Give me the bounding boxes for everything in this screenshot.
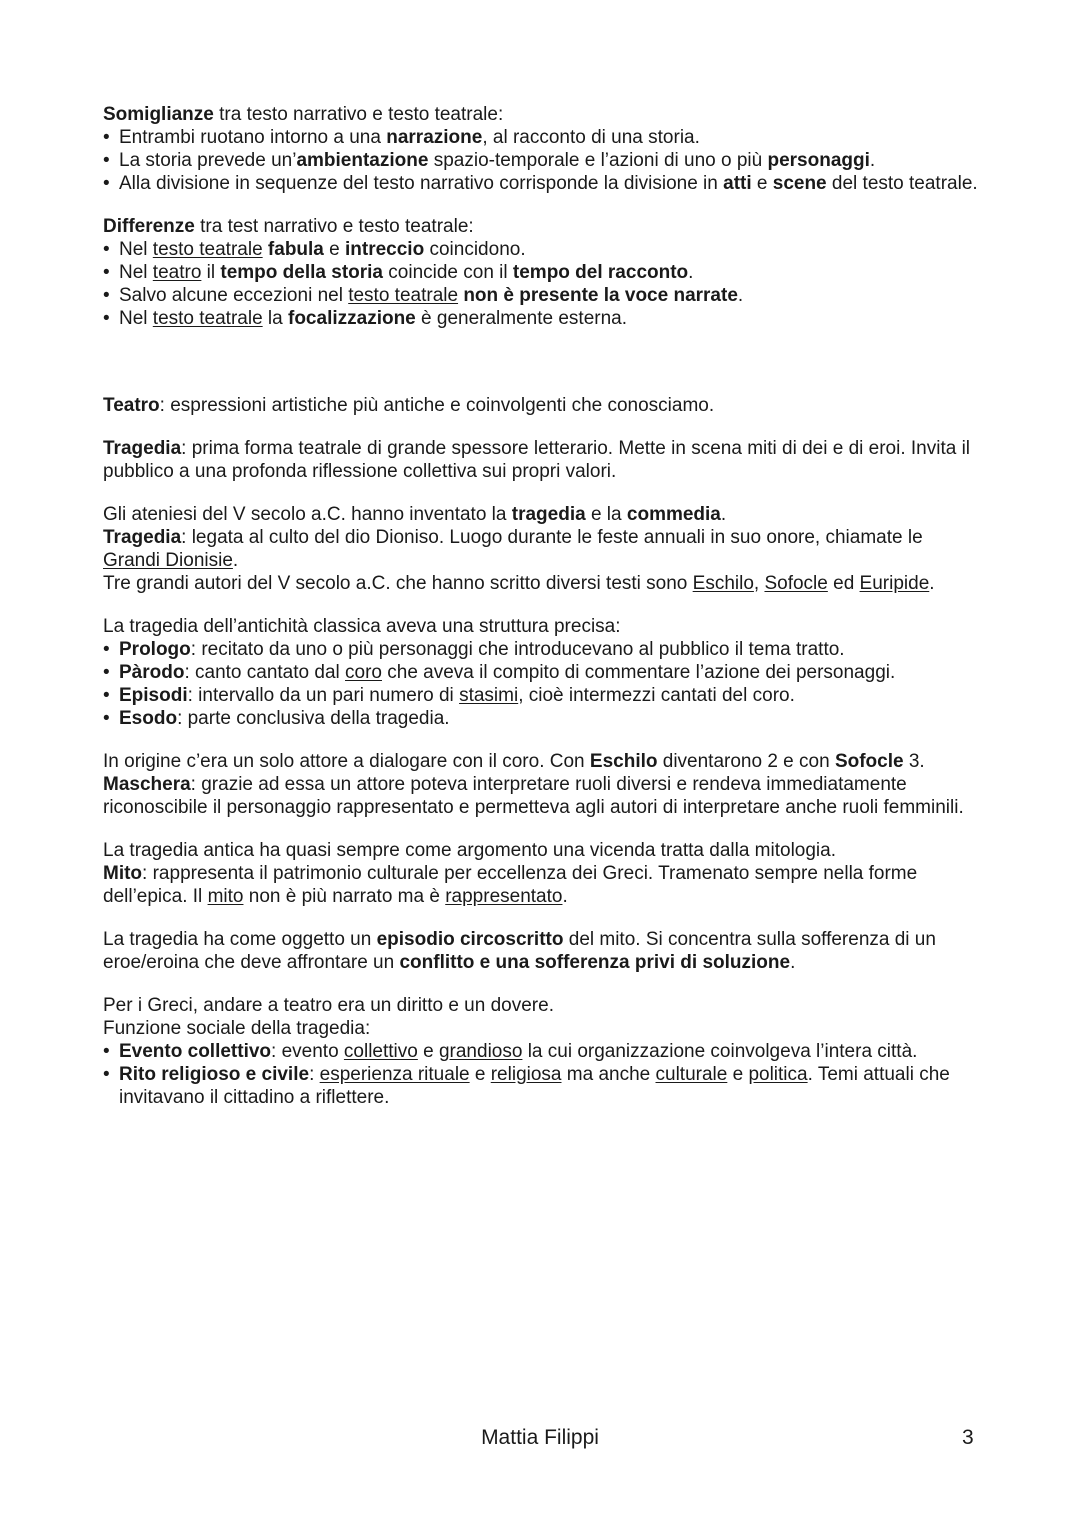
paragraph-line: In origine c’era un solo attore a dialogare con il coro. Con Eschilo diventarono 2 e con Sofocle 3. bbox=[103, 751, 925, 772]
paragraph-line: Tre grandi autori del V secolo a.C. che hanno scritto diversi testi sono Eschilo, Sofocle ed Euripide. bbox=[103, 573, 935, 594]
paragraph-line: La tragedia antica ha quasi sempre come argomento una vicenda tratta dalla mitologia. bbox=[103, 840, 836, 861]
paragraph-line: Funzione sociale della tragedia: bbox=[103, 1018, 371, 1039]
teatro-definition: Teatro: espressioni artistiche più antiche e coinvolgenti che conosciamo. bbox=[103, 395, 715, 416]
list-item: • Alla divisione in sequenze del testo narrativo corrisponde la divisione in atti e scene del testo teatrale. bbox=[103, 172, 978, 195]
list-item: • Esodo: parte conclusiva della tragedia. bbox=[103, 707, 978, 730]
paragraph-line: Maschera: grazie ad essa un attore poteva interpretare ruoli diversi e rendeva immediatamente riconoscibile il personaggio rappresentato e permetteva agli autori di interpretare anche ruoli femminili. bbox=[103, 774, 964, 818]
oggetto-paragraph: La tragedia ha come oggetto un episodio circoscritto del mito. Si concentra sulla sofferenza di un eroe/eroina che deve affrontare un conflitto e una sofferenza privi di soluzione. bbox=[103, 929, 936, 973]
list-item: • Nel testo teatrale la focalizzazione è generalmente esterna. bbox=[103, 307, 978, 330]
heading-text: tra testo narrativo e testo teatrale: bbox=[213, 104, 504, 125]
funzione-section bbox=[103, 994, 978, 1109]
struttura-list bbox=[103, 638, 978, 730]
similarities-section bbox=[103, 103, 978, 330]
document-page bbox=[103, 103, 978, 1129]
heading-bold: Somiglianze bbox=[103, 104, 214, 125]
list-item: • Rito religioso e civile: esperienza rituale e religiosa ma anche culturale e politica. Temi attuali che invitavano il cittadino a riflettere. bbox=[103, 1063, 978, 1109]
paragraph-line: Mito: rappresenta il patrimonio culturale per eccellenza dei Greci. Tramenato sempre nella forme dell’epica. Il mito non è più narrato ma è rappresentato. bbox=[103, 863, 918, 907]
ateniesi-paragraph bbox=[103, 503, 978, 595]
struttura-section bbox=[103, 615, 978, 730]
paragraph-line: Per i Greci, andare a teatro era un diritto e un dovere. bbox=[103, 995, 554, 1016]
paragraph-line: Tragedia: legata al culto del dio Dioniso. Luogo durante le feste annuali in suo onore, chiamate le Grandi Dionisie. bbox=[103, 527, 923, 571]
list-item: • Evento collettivo: evento collettivo e grandioso la cui organizzazione coinvolgeva l’intera città. bbox=[103, 1040, 978, 1063]
list-item: • Pàrodo: canto cantato dal coro che aveva il compito di commentare l’azione dei personaggi. bbox=[103, 661, 978, 684]
similarities-list bbox=[103, 126, 978, 195]
funzione-list bbox=[103, 1040, 978, 1109]
tragedia-definition: Tragedia: prima forma teatrale di grande spessore letterario. Mette in scena miti di dei e di eroi. Invita il pubblico a una profonda riflessione collettiva sui propri valori. bbox=[103, 438, 971, 482]
similarities-heading bbox=[103, 103, 978, 126]
list-item: • Entrambi ruotano intorno a una narrazione, al racconto di una storia. bbox=[103, 126, 978, 149]
differences-heading: Differenze tra test narrativo e testo teatrale: bbox=[103, 216, 474, 237]
page-number: 3 bbox=[962, 1426, 974, 1449]
list-item: • Salvo alcune eccezioni nel testo teatrale non è presente la voce narrate. bbox=[103, 284, 978, 307]
differences-section bbox=[103, 215, 978, 330]
list-item: • Nel teatro il tempo della storia coincide con il tempo del racconto. bbox=[103, 261, 978, 284]
list-item: • Episodi: intervallo da un pari numero di stasimi, cioè intermezzi cantati del coro. bbox=[103, 684, 978, 707]
list-item: • Prologo: recitato da uno o più personaggi che introducevano al pubblico il tema tratto. bbox=[103, 638, 978, 661]
paragraph-line: Gli ateniesi del V secolo a.C. hanno inventato la tragedia e la commedia. bbox=[103, 504, 727, 525]
footer-author: Mattia Filippi bbox=[481, 1426, 599, 1449]
mito-paragraph bbox=[103, 839, 978, 908]
list-item: • Nel testo teatrale fabula e intreccio coincidono. bbox=[103, 238, 978, 261]
attori-paragraph bbox=[103, 750, 978, 819]
differences-list bbox=[103, 238, 978, 330]
list-item: • La storia prevede un’ambientazione spazio-temporale e l’azioni di uno o più personaggi. bbox=[103, 149, 978, 172]
struttura-intro: La tragedia dell’antichità classica aveva una struttura precisa: bbox=[103, 616, 621, 637]
